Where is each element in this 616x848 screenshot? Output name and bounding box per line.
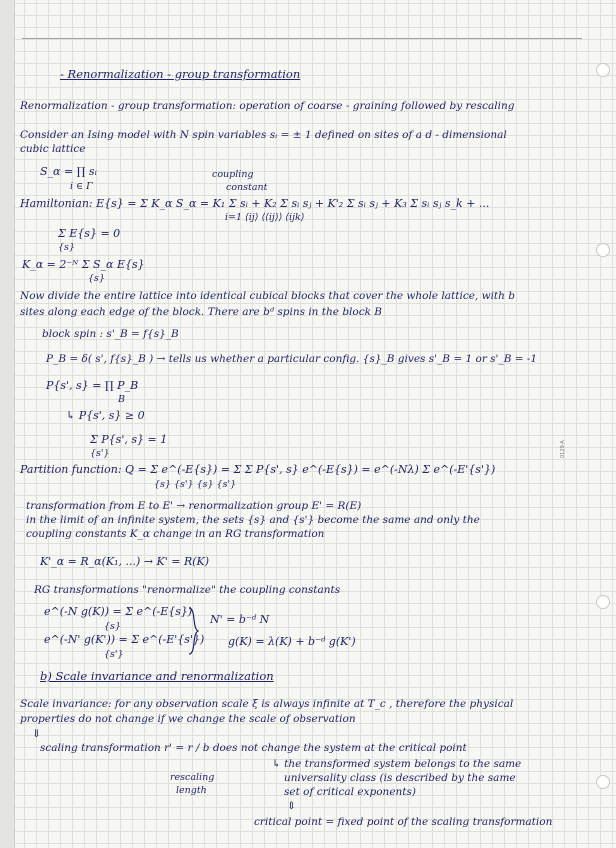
infinite-limit-text-cont: coupling constants K_α change in an RG transformation [26,528,325,540]
side-stamp: 0129-A [560,440,566,458]
ising-intro-cont: cubic lattice [20,143,86,155]
partition-function-indices: {s} {s'} {s} {s'} [154,479,237,490]
coupling-eq-index: {s} [88,273,105,284]
binder-hole [596,243,610,257]
ising-intro: Consider an Ising model with N spin variables sᵢ = ± 1 defined on sites of a d - dimensional [20,129,507,141]
normalization-condition: Σ P{s', s} = 1 [90,433,168,446]
implication-brace [186,606,202,656]
block-division-text-cont: sites along each edge of the block. There are bᵈ spins in the block B [20,306,383,318]
universality-note: ↳ the transformed system belongs to the same [272,758,522,770]
header-rule [22,38,582,39]
rescaling-label-cont: length [176,785,207,796]
binder-hole [596,595,610,609]
energy-sum-eq: Σ E{s} = 0 [58,227,121,240]
block-division-text: Now divide the entire lattice into identical cubical blocks that cover the whole lattice, with b [20,290,515,302]
free-energy-eq: e^(-N g(K)) = Σ e^(-E{s}) [44,605,193,618]
free-energy-prime-index: {s'} [104,649,124,660]
universality-note-cont: universality class (is described by the same [284,772,516,784]
binder-hole [596,63,610,77]
scale-invariance-text-cont: properties do not change if we change the scale of observation [20,713,356,725]
free-energy-recursion-eq: g(K) = λ(K) + b⁻ᵈ g(K') [228,635,356,648]
hamiltonian-indices: i=1 ⟨ij⟩ ⟨⟨ij⟩⟩ ⟨ijk⟩ [225,212,305,223]
energy-sum-index: {s} [58,242,75,253]
product-projector-eq: P{s', s} = ∏ P_B [46,379,139,392]
free-energy-prime-eq: e^(-N' g(K')) = Σ e^(-E'{s'}) [44,633,205,646]
page-margin-strip [0,0,15,848]
infinite-limit-text: in the limit of an infinite system, the sets {s} and {s'} become the same and only the [26,514,480,526]
normalization-index: {s'} [90,448,110,459]
scaling-transformation-text: scaling transformation r' = r / b does not change the system at the critical point [40,742,467,754]
scale-invariance-text: Scale invariance: for any observation scale ξ is always infinite at T_c , therefore the physical [20,698,514,710]
free-energy-index: {s} [104,621,121,632]
implies-arrow: ⇓ [32,728,41,740]
hamiltonian-eq: Hamiltonian: E{s} = Σ K_α S_α = K₁ Σ sᵢ + K₂ Σ sᵢ sⱼ + K'₂ Σ sᵢ sⱼ + K₃ Σ sᵢ sⱼ s_k + ... [20,197,490,210]
binder-hole [596,775,610,789]
block-spin-eq: block spin : s'_B = f{s}_B [42,328,179,340]
spin-product-eq: S_α = ∏ sᵢ [40,165,97,178]
rg-transformation-text: transformation from E to E' → renormalization group E' = R(E) [26,500,362,512]
coupling-map-eq: K'_α = R_α(K₁, ...) → K' = R(K) [40,555,210,568]
fixed-point-statement: critical point = fixed point of the scaling transformation [254,816,553,828]
product-projector-index: B [118,394,125,405]
coupling-note: coupling [212,169,254,180]
spin-product-index: i ∈ Γ [70,181,93,192]
partition-function-eq: Partition function: Q = Σ e^(-E{s}) = Σ Σ P{s', s} e^(-E{s}) = e^(-Nλ) Σ e^(-E'{s'}) [20,463,496,476]
coupling-eq: K_α = 2⁻ᴺ Σ S_α E{s} [22,258,145,271]
universality-note-cont2: set of critical exponents) [284,786,416,798]
renormalize-text: RG transformations "renormalize" the coupling constants [34,584,341,596]
equivalence-arrow: ⇕ [287,800,296,812]
block-count-eq: N' = b⁻ᵈ N [210,613,270,626]
subsection-heading: b) Scale invariance and renormalization [40,669,274,683]
coupling-note-cont: constant [226,182,268,193]
rg-definition: Renormalization - group transformation: operation of coarse - graining followed by rescaling [20,100,515,112]
projector-eq: P_B = δ( s', f{s}_B ) → tells us whether a particular config. {s}_B gives s'_B = 1 or s'_B = -1 [46,353,538,365]
positivity-condition: ↳ P{s', s} ≥ 0 [66,409,145,422]
rescaling-label: rescaling [170,772,215,783]
section-heading: - Renormalization - group transformation [60,67,301,81]
